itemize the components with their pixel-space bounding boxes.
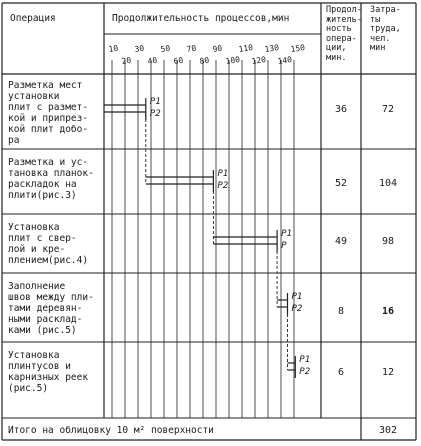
total-label: Итого на облицовку 10 м² поверхности	[8, 425, 214, 436]
bar-row-4-label-1: Р1	[291, 292, 303, 302]
row-duration-3: 49	[334, 236, 348, 247]
header-labor: Затра- ты труда, чел. мин	[370, 5, 401, 53]
row-operation-4: Заполнение швов между пли- тами деревян- ными расклад- ками (рис.5)	[8, 281, 94, 336]
bar-row-5-label-2: Р2	[299, 367, 311, 377]
row-labor-2: 104	[378, 178, 398, 189]
row-duration-2: 52	[334, 178, 348, 189]
row-operation-2: Разметка и ус- тановка планок- раскладок на плити(рис.3)	[8, 157, 94, 201]
total-value: 302	[378, 425, 398, 436]
bar-row-1-label-2: Р2	[149, 109, 161, 119]
scale-tick-label-30: 30	[134, 43, 145, 54]
scale-tick-label-80: 80	[199, 55, 210, 66]
row-labor-4: 16	[381, 306, 395, 317]
row-duration-1: 36	[334, 104, 348, 115]
scale-tick-label-60: 60	[173, 55, 184, 66]
row-duration-4: 8	[337, 306, 345, 317]
scale-tick-label-130: 130	[264, 43, 280, 54]
row-labor-3: 98	[381, 236, 395, 247]
bar-row-1-label-1: Р1	[149, 97, 161, 107]
scale-tick-label-150: 150	[290, 43, 306, 54]
bar-row-3-label-1: Р1	[281, 229, 292, 239]
bar-row-2-label-2: Р2	[217, 181, 229, 191]
row-duration-5: 6	[337, 367, 345, 378]
bar-row-3-label-2: Р	[281, 241, 287, 251]
header-process-duration: Продолжительность процессов,мин	[112, 13, 290, 24]
scale-tick-label-90: 90	[212, 43, 223, 54]
scale-tick-label-70: 70	[186, 43, 197, 54]
row-operation-5: Установка плинтусов и карнизных реек (рис.5)	[8, 350, 89, 394]
scale-tick-label-20: 20	[121, 55, 132, 66]
row-operation-3: Установка плит с свер- лой и кре- плением(рис.4)	[8, 222, 89, 266]
header-operation: Операция	[10, 13, 56, 24]
bar-row-4-label-2: Р2	[291, 304, 303, 314]
scale-tick-label-100: 100	[225, 55, 241, 66]
scale-tick-label-40: 40	[147, 55, 158, 66]
row-labor-5: 12	[381, 367, 395, 378]
scale-tick-label-110: 110	[238, 43, 254, 54]
scale-tick-label-140: 140	[277, 55, 293, 66]
bar-row-5-label-1: Р1	[299, 355, 311, 365]
scale-tick-label-10: 10	[108, 43, 119, 54]
scale-tick-label-120: 120	[251, 55, 267, 66]
row-labor-1: 72	[381, 104, 395, 115]
bar-row-2-label-1: Р1	[217, 169, 229, 179]
header-operation-duration: Продол- житель- ность опера- ции, мин.	[326, 5, 362, 63]
row-operation-1: Разметка мест установки плит с размет- кой и припрез- кой плит добо- ра	[8, 80, 89, 146]
scale-tick-label-50: 50	[160, 43, 171, 54]
